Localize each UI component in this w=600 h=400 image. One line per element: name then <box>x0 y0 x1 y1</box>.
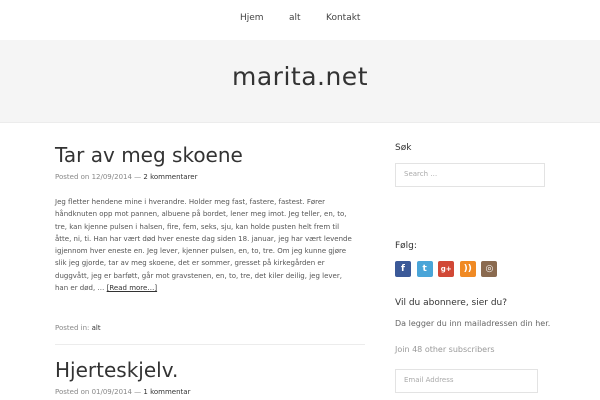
instagram-icon[interactable]: ◎ <box>481 261 497 277</box>
comments-link[interactable]: 1 kommentar <box>143 388 191 396</box>
site-header <box>0 40 600 123</box>
excerpt-text: Jeg fletter hendene mine i hverandre. Holder meg fast, fastere, fastest. Fører håndknuten opp mot pannen, albuene på bordet, lener meg imot. Jeg teller, en, to, tre, kan kjenne pulsen i halsen, fire, fem, seks, sju, kan holde pusten helt frem til åtte, ni, ti. Han har vært død hver eneste dag siden 18. januar, jeg har vært levende igjennom hver eneste en. Jeg lever, kjenner pulsen, en, to, tre. Om jeg kunne gjøre slik jeg gjorde, tar av meg skoene, det er sommer, gresset på kirkegården er duggvått, jeg er barføtt, går mot gravstenen, en, to, tre, det kiler deilig, jeg lever, han er død, … <box>55 198 352 293</box>
post-meta <box>55 173 198 181</box>
posted-in-label: Posted in: <box>55 324 90 332</box>
meta-dash: — <box>134 388 142 396</box>
social-icons <box>395 261 498 279</box>
google-plus-icon[interactable]: g+ <box>438 261 454 277</box>
post-title[interactable]: Tar av meg skoene <box>55 143 243 167</box>
post-date[interactable]: 12/09/2014 <box>91 173 132 181</box>
subscriber-count: Join 48 other subscribers <box>395 345 495 354</box>
post-date[interactable]: 01/09/2014 <box>91 388 132 396</box>
subscribe-description: Da legger du inn mailadressen din her. <box>395 319 551 328</box>
top-navigation <box>0 0 600 40</box>
category-link[interactable]: alt <box>91 324 101 332</box>
post-title[interactable]: Hjerteskjelv. <box>55 358 179 382</box>
comments-link[interactable]: 2 kommentarer <box>143 173 198 181</box>
meta-dash: — <box>134 173 142 181</box>
post-excerpt <box>55 196 355 294</box>
twitter-icon[interactable]: t <box>417 261 433 277</box>
nav-item-kontakt[interactable]: Kontakt <box>326 13 361 23</box>
read-more-link[interactable]: [Read more…] <box>106 284 158 293</box>
search-input[interactable]: Search … <box>395 163 545 187</box>
nav-item-hjem[interactable]: Hjem <box>240 13 264 23</box>
rss-icon[interactable]: )) <box>460 261 476 277</box>
posted-in <box>55 324 101 332</box>
follow-widget-title: Følg: <box>395 241 417 251</box>
post-meta <box>55 388 190 396</box>
email-input[interactable]: Email Address <box>395 369 538 393</box>
search-widget-title: Søk <box>395 143 412 153</box>
posted-on-label: Posted on <box>55 388 90 396</box>
post-divider <box>55 344 365 345</box>
subscribe-widget-title: Vil du abonnere, sier du? <box>395 298 508 308</box>
site-title[interactable]: marita.net <box>232 62 368 91</box>
posted-on-label: Posted on <box>55 173 90 181</box>
nav-item-alt[interactable]: alt <box>289 13 301 23</box>
facebook-icon[interactable]: f <box>395 261 411 277</box>
